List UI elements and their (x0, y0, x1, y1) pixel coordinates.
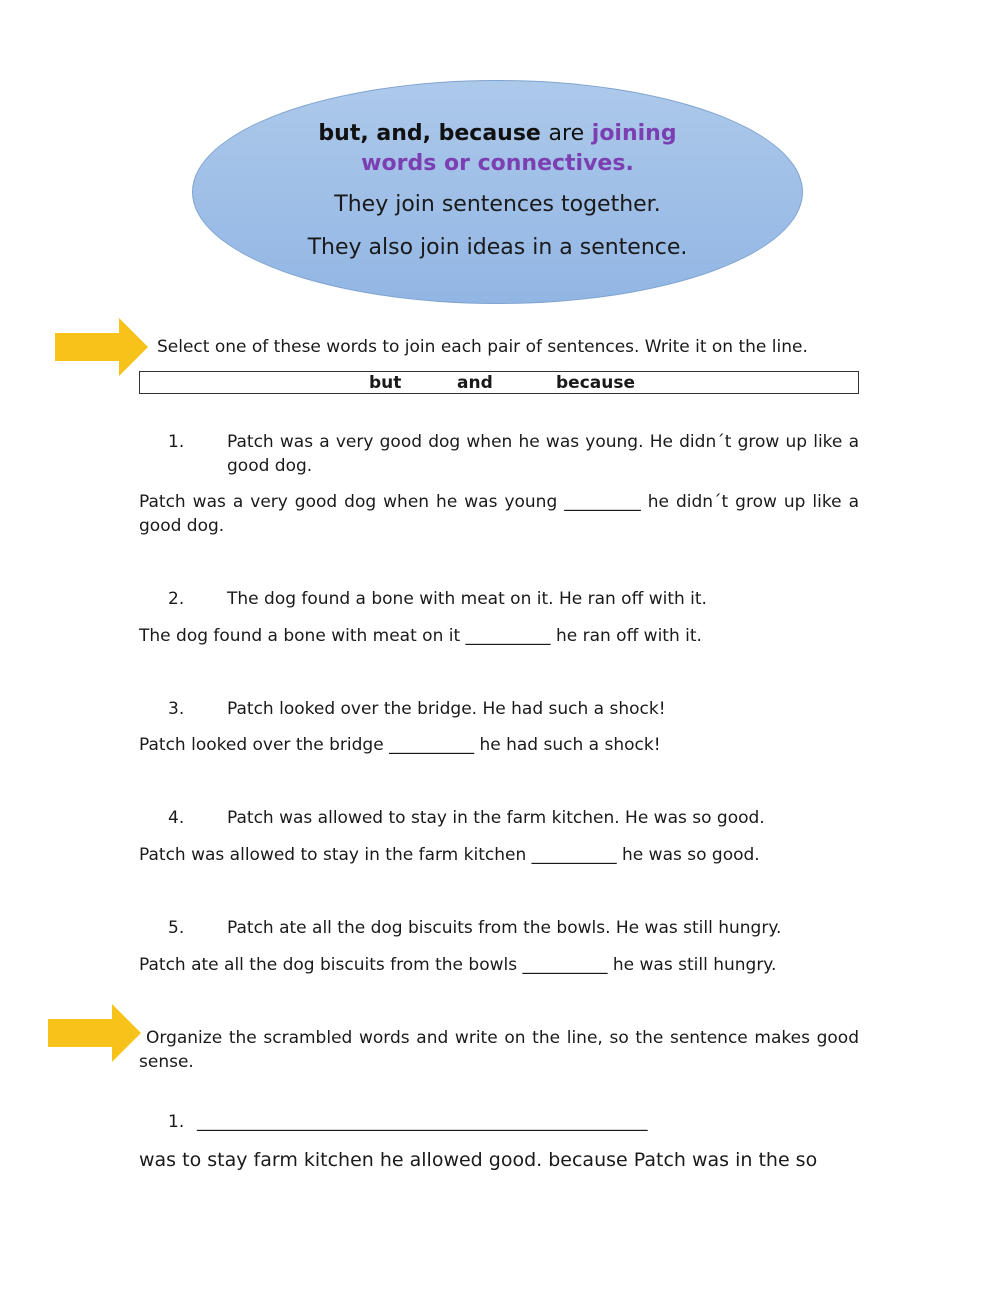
exercise-number: 1. (168, 432, 185, 452)
exercise-answer[interactable]: The dog found a bone with meat on it __________ he ran off with it. (139, 626, 702, 646)
join-sentences-text: They join sentences together. (334, 192, 661, 217)
join-ideas-text: They also join ideas in a sentence. (307, 235, 688, 260)
exercise-answer[interactable]: Patch was allowed to stay in the farm kitchen __________ he was so good. (139, 845, 760, 865)
exercise-question: Patch ate all the dog biscuits from the bowls. He was still hungry. (227, 918, 782, 938)
arrow-right-icon (48, 1004, 141, 1062)
exercise-answer[interactable]: Patch was a very good dog when he was young _________ he didn´t grow up like a good dog. (139, 492, 859, 536)
connective-words: but, and, because (318, 121, 541, 146)
exercise-number: 5. (168, 918, 185, 938)
arrow-right-icon (55, 318, 148, 376)
section2-instruction-line1 (139, 1026, 859, 1074)
connectives-text: words or connectives. (361, 151, 634, 176)
exercise-number: 3. (168, 699, 185, 719)
exercise-question: The dog found a bone with meat on it. He ran off with it. (227, 589, 707, 609)
exercise-number: 2. (168, 589, 185, 609)
word-because: because (556, 373, 635, 393)
are-text: are (548, 121, 585, 146)
section1-instruction: Select one of these words to join each pair of sentences. Write it on the line. (157, 337, 808, 357)
scrambled-words: was to stay farm kitchen he allowed good. because Patch was in the so (139, 1149, 818, 1171)
exercise-question: Patch looked over the bridge. He had such a shock! (227, 699, 666, 719)
section2-instruction: Organize the scrambled words and write on the line, so the sentence makes good sense. (139, 1028, 859, 1072)
joining-text: joining (591, 121, 677, 146)
connectives-heading (193, 119, 802, 179)
scramble-answer-line[interactable]: _____________________________________________________ (197, 1112, 648, 1132)
word-but: but (369, 373, 402, 393)
exercise-question: Patch was allowed to stay in the farm kitchen. He was so good. (227, 808, 765, 828)
exercise-answer[interactable]: Patch looked over the bridge __________ he had such a shock! (139, 735, 661, 755)
exercise-answer[interactable]: Patch ate all the dog biscuits from the bowls __________ he was still hungry. (139, 955, 777, 975)
exercise-question: Patch was a very good dog when he was young. He didn´t grow up like a good dog. (227, 432, 859, 476)
word-bank (139, 371, 859, 394)
info-ellipse (192, 80, 803, 304)
exercise-number: 4. (168, 808, 185, 828)
word-and: and (457, 373, 493, 393)
scramble-number: 1. (168, 1112, 185, 1132)
